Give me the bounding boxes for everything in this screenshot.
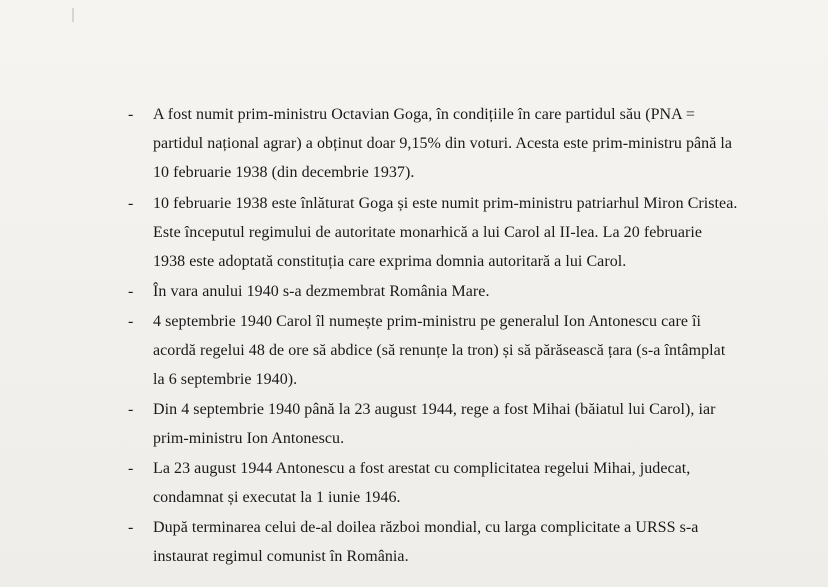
bullet-dash: - <box>128 519 134 536</box>
list-item <box>0 395 828 453</box>
list-item <box>0 307 828 394</box>
bullet-dash: - <box>128 283 134 300</box>
list-item-text: 10 februarie 1938 este înlăturat Goga și este numit prim-ministru patriarhul Miron Cristea. Este începutul regimului de autoritate monarhică a lui Carol al II-lea. La 20 februarie 1938 este adoptată constituția care exprima domnia autoritară a lui Carol. <box>153 195 738 270</box>
bullet-dash: - <box>128 106 134 123</box>
list-item <box>0 189 828 276</box>
list-item-text: Din 4 septembrie 1940 până la 23 august 1944, rege a fost Mihai (băiatul lui Carol), iar prim-ministru Ion Antonescu. <box>153 401 716 447</box>
scan-mark <box>72 8 74 22</box>
list-item-text: După terminarea celui de-al doilea război mondial, cu larga complicitate a URSS s-a instaurat regimul comunist în România. <box>153 519 699 565</box>
bullet-dash: - <box>128 401 134 418</box>
bullet-dash: - <box>128 460 134 477</box>
list-item <box>0 277 828 306</box>
list-item-text: În vara anului 1940 s-a dezmembrat România Mare. <box>153 283 490 300</box>
bullet-list <box>0 100 828 571</box>
bullet-dash: - <box>128 195 134 212</box>
list-item-text: A fost numit prim-ministru Octavian Goga, în condițiile în care partidul său (PNA = partidul național agrar) a obținut doar 9,15% din voturi. Acesta este prim-ministru până la 10 februarie 1938 (din decembrie 1937). <box>153 106 733 181</box>
list-item <box>0 513 828 571</box>
list-item <box>0 100 828 187</box>
list-item-text: La 23 august 1944 Antonescu a fost arestat cu complicitatea regelui Mihai, judecat, condamnat și executat la 1 iunie 1946. <box>153 460 691 506</box>
list-item <box>0 454 828 512</box>
bullet-dash: - <box>128 313 134 330</box>
list-item-text: 4 septembrie 1940 Carol îl numește prim-ministru pe generalul Ion Antonescu care îi acordă regelui 48 de ore să abdice (să renunțe la tron) și să părăsească țara (s-a întâmplat la 6 septembrie 1940). <box>153 313 726 388</box>
